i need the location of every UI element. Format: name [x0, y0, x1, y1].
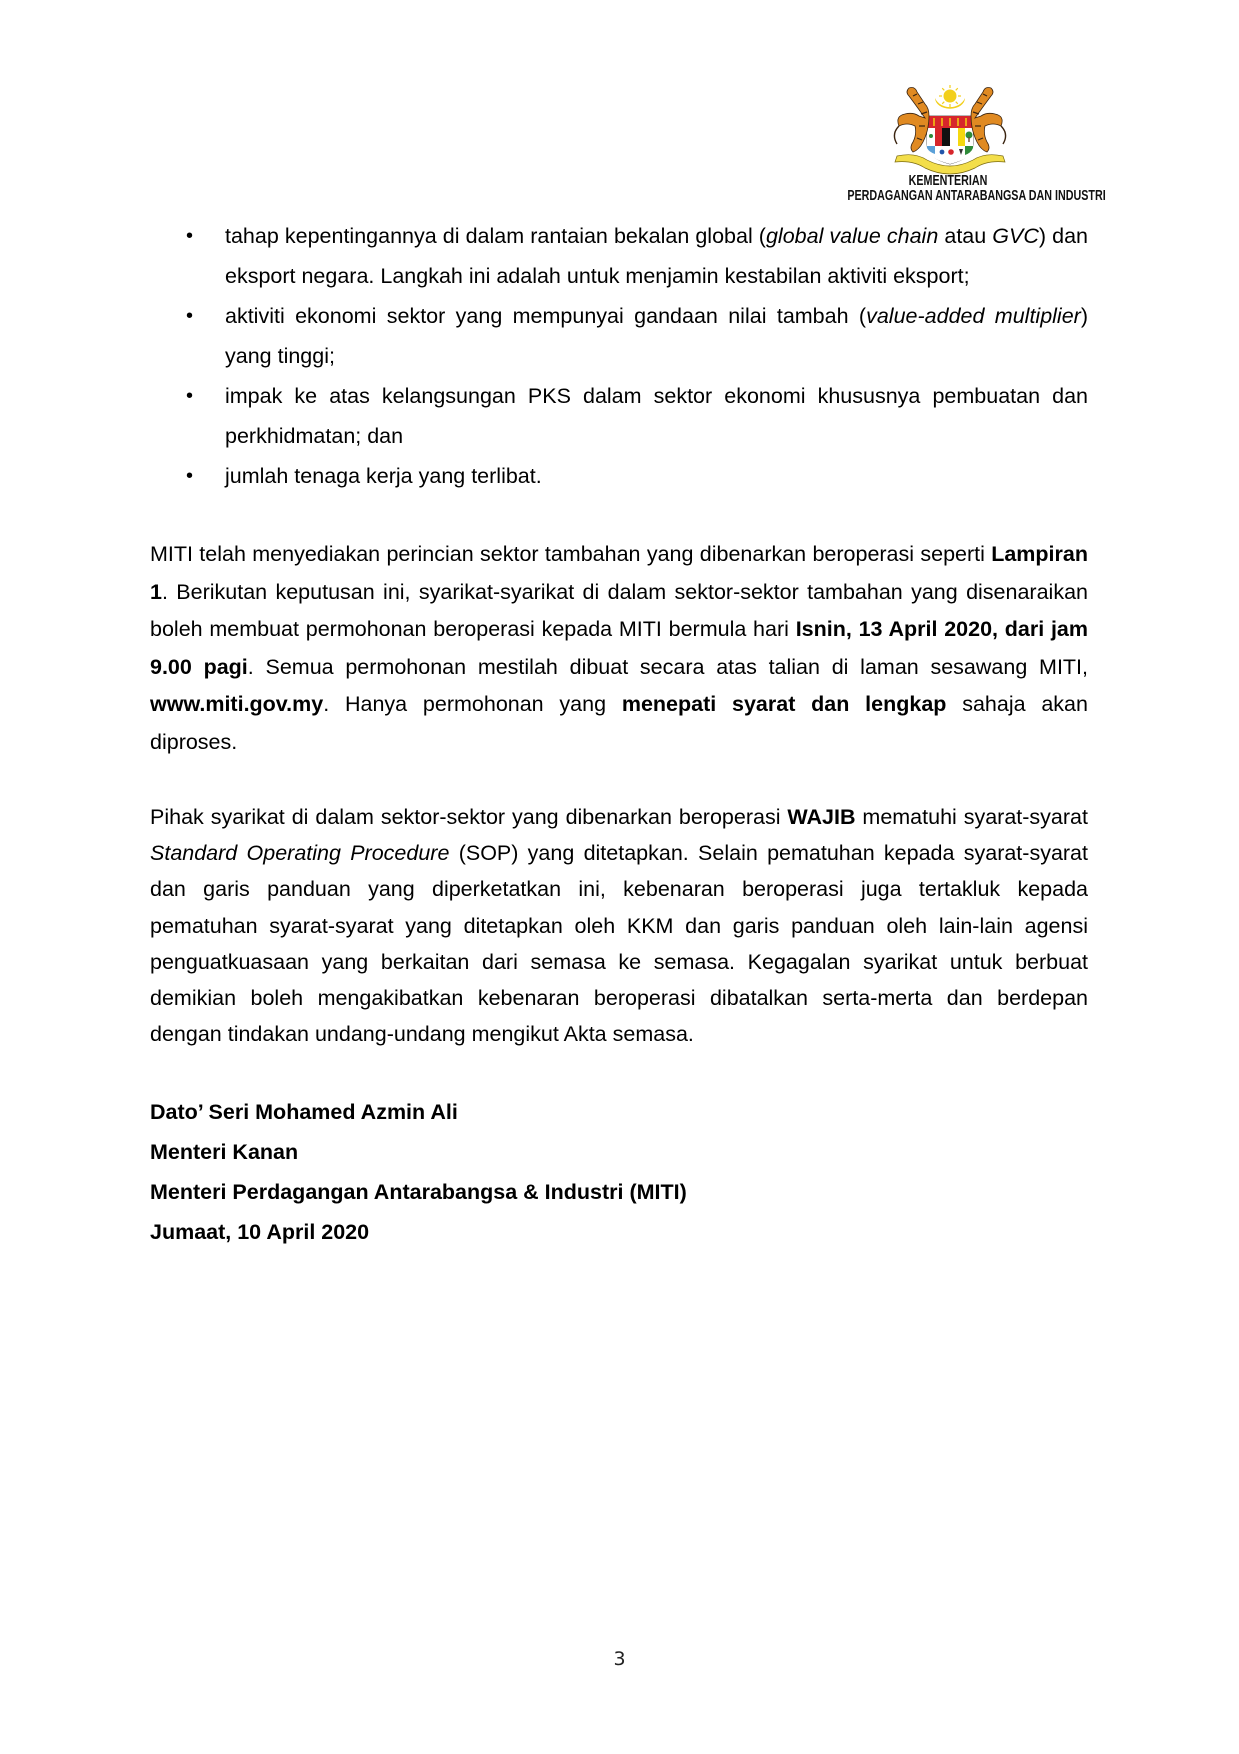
signature-block — [150, 1092, 1088, 1252]
document-body — [150, 216, 1088, 1252]
signatory-position: Menteri Perdagangan Antarabangsa & Industri (MITI) — [150, 1180, 687, 1205]
bullet-icon: • — [186, 465, 194, 487]
ministry-line1: KEMENTERIAN — [908, 173, 988, 189]
bullet-icon: • — [186, 225, 194, 247]
list-item: • jumlah tenaga kerja yang terlibat. — [150, 456, 1088, 496]
signatory-title: Menteri Kanan — [150, 1140, 299, 1165]
start-date: Isnin, 13 April 2020, dari jam 9.00 pagi — [150, 617, 1088, 679]
bullet-icon: • — [186, 385, 194, 407]
list-item: • aktiviti ekonomi sektor yang mempunyai gandaan nilai tambah (value-added multiplier) yang tinggi; — [150, 296, 1088, 376]
ministry-line2: PERDAGANGAN ANTARABANGSA DAN INDUSTRI — [847, 188, 1106, 204]
application-paragraph: MITI telah menyediakan perincian sektor tambahan yang dibenarkan beroperasi seperti Lampiran 1. Berikutan keputusan ini, syarikat-syarikat di dalam sektor-sektor tambahan yang disenaraikan boleh membuat permohonan beroperasi kepada MITI bermula hari Isnin, 13 April 2020, dari jam 9.00 pagi. Semua permohonan mestilah dibuat secara atas talian di laman sesawang MITI, www.miti.gov.my. Hanya permohonan yang menepati syarat dan lengkap sahaja akan diproses. — [150, 542, 1088, 754]
page-number: 3 — [613, 1648, 626, 1670]
criteria-list — [150, 216, 1088, 496]
compliance-paragraph: Pihak syarikat di dalam sektor-sektor yang dibenarkan beroperasi WAJIB mematuhi syarat-syarat Standard Operating Procedure (SOP) yang ditetapkan. Selain pematuhan kepada syarat-syarat dan garis panduan yang diperketatkan ini, kebenaran beroperasi juga tertakluk kepada pematuhan syarat-syarat yang ditetapkan oleh KKM dan garis panduan oleh lain-lain agensi penguatkuasaan yang berkaitan dari semasa ke semasa. Kegagalan syarikat untuk berbuat demikian boleh mengakibatkan kebenaran beroperasi dibatalkan serta-merta dan berdepan dengan tindakan undang-undang mengikut Akta semasa. — [150, 805, 1088, 1047]
annex-reference: Lampiran 1 — [150, 542, 1088, 604]
signature-date: Jumaat, 10 April 2020 — [150, 1220, 370, 1245]
website-link[interactable]: www.miti.gov.my — [150, 692, 324, 716]
list-item: • impak ke atas kelangsungan PKS dalam sektor ekonomi khususnya pembuatan dan perkhidmatan; dan — [150, 376, 1088, 456]
signatory-name: Dato’ Seri Mohamed Azmin Ali — [150, 1100, 458, 1125]
list-item: • tahap kepentingannya di dalam rantaian bekalan global (global value chain atau GVC) dan eksport negara. Langkah ini adalah untuk menjamin kestabilan aktiviti eksport; — [150, 216, 1088, 296]
bullet-icon: • — [186, 305, 194, 327]
malaysia-coat-of-arms-icon — [885, 82, 1015, 177]
ministry-name — [812, 173, 1106, 204]
